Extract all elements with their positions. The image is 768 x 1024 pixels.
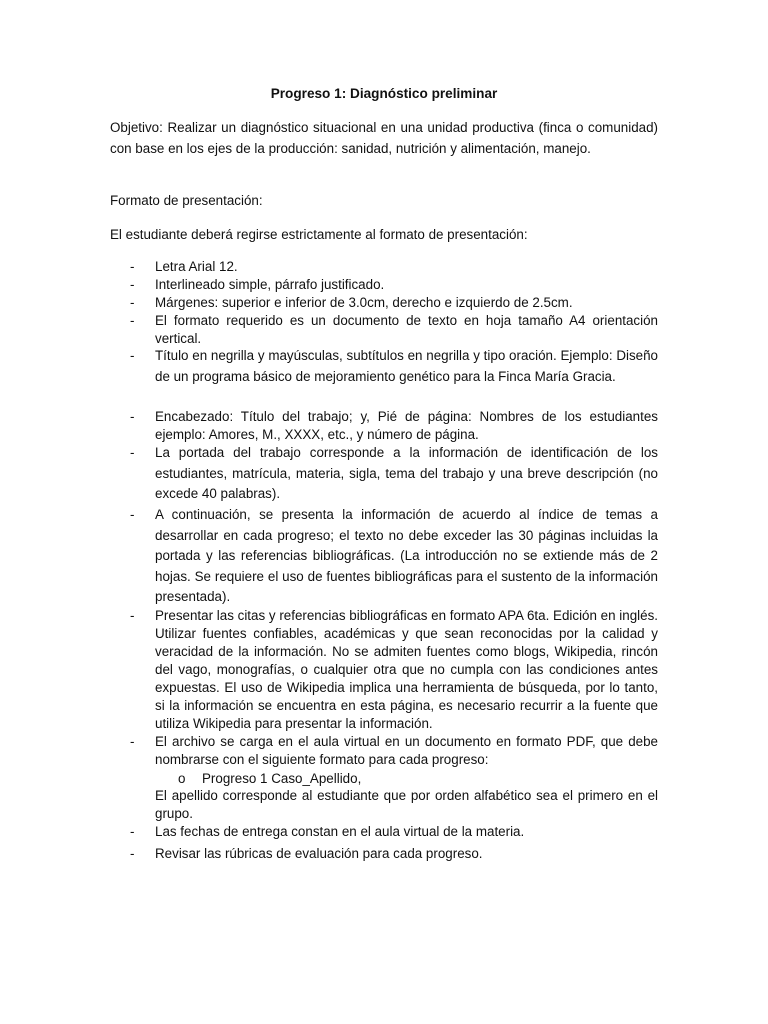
dash-bullet: - (130, 734, 135, 749)
list-item-text: Revisar las rúbricas de evaluación para cada progreso. (155, 846, 483, 861)
dash-bullet: - (130, 259, 135, 274)
document-title: Progreso 1: Diagnóstico preliminar (270, 86, 498, 101)
dash-bullet: - (130, 348, 135, 363)
continuation-paragraph: El apellido corresponde al estudiante que por orden alfabético sea el primero en el grupo. (155, 788, 658, 821)
objective-paragraph: Objetivo: Realizar un diagnóstico situacional en una unidad productiva (finca o comunidad) con base en los ejes de la producción: sanidad, nutrición y alimentación, manejo. (110, 120, 658, 156)
circle-bullet: o (178, 771, 186, 786)
sub-list-item-text: Progreso 1 Caso_Apellido, (202, 771, 362, 786)
dash-bullet: - (130, 277, 135, 292)
list-item-text: Presentar las citas y referencias bibliográficas en formato APA 6ta. Edición en inglés. Utilizar fuentes confiables, académicas y que sean reconocidas por la calidad y veracidad de la información. No se admiten fuentes como blogs, Wikipedia, rincón del vago, monografías, o cualquier otra que no cumpla con las condiciones antes expuestas. El uso de Wikipedia implica una herramienta de búsqueda, por lo tanto, si la información se encuentra en esta página, es necesario recurrir a la fuente que utiliza Wikipedia para presentar la información. (155, 608, 658, 731)
format-heading: Formato de presentación: (110, 193, 263, 208)
list-item-text: Márgenes: superior e inferior de 3.0cm, derecho e izquierdo de 2.5cm. (155, 295, 573, 310)
dash-bullet: - (130, 824, 135, 839)
dash-bullet: - (130, 608, 135, 623)
dash-bullet: - (130, 409, 135, 424)
list-item-text: Letra Arial 12. (155, 259, 238, 274)
list-item-text: Las fechas de entrega constan en el aula virtual de la materia. (155, 824, 525, 839)
list-item-text: El formato requerido es un documento de texto en hoja tamaño A4 orientación vertical. (155, 313, 658, 346)
dash-bullet: - (130, 507, 135, 522)
list-item-text: Encabezado: Título del trabajo; y, Pié de página: Nombres de los estudiantes ejemplo: Amores, M., XXXX, etc., y número de página. (155, 409, 658, 442)
dash-bullet: - (130, 313, 135, 328)
list-item-text: A continuación, se presenta la información de acuerdo al índice de temas a desarrollar en cada progreso; el texto no debe exceder las 30 páginas incluidas la portada y las referencias bibliográficas. (La introducción no se extiende más de 2 hojas. Se requiere el uso de fuentes bibliográficas para el sustento de la información presentada). (155, 507, 658, 605)
list-item-text: La portada del trabajo corresponde a la información de identificación de los estudiantes, matrícula, materia, sigla, tema del trabajo y una breve descripción (no excede 40 palabras). (155, 445, 658, 501)
list-item-text: Interlineado simple, párrafo justificado. (155, 277, 385, 292)
list-item-text: Título en negrilla y mayúsculas, subtítulos en negrilla y tipo oración. Ejemplo: Diseño de un programa básico de mejoramiento genético para la Finca María Gracia. (155, 348, 658, 384)
dash-bullet: - (130, 295, 135, 310)
list-item-text: El archivo se carga en el aula virtual en un documento en formato PDF, que debe nombrarse con el siguiente formato para cada progreso: (155, 734, 658, 767)
intro-paragraph: El estudiante deberá regirse estrictamente al formato de presentación: (110, 227, 528, 242)
dash-bullet: - (130, 846, 135, 861)
dash-bullet: - (130, 445, 135, 460)
